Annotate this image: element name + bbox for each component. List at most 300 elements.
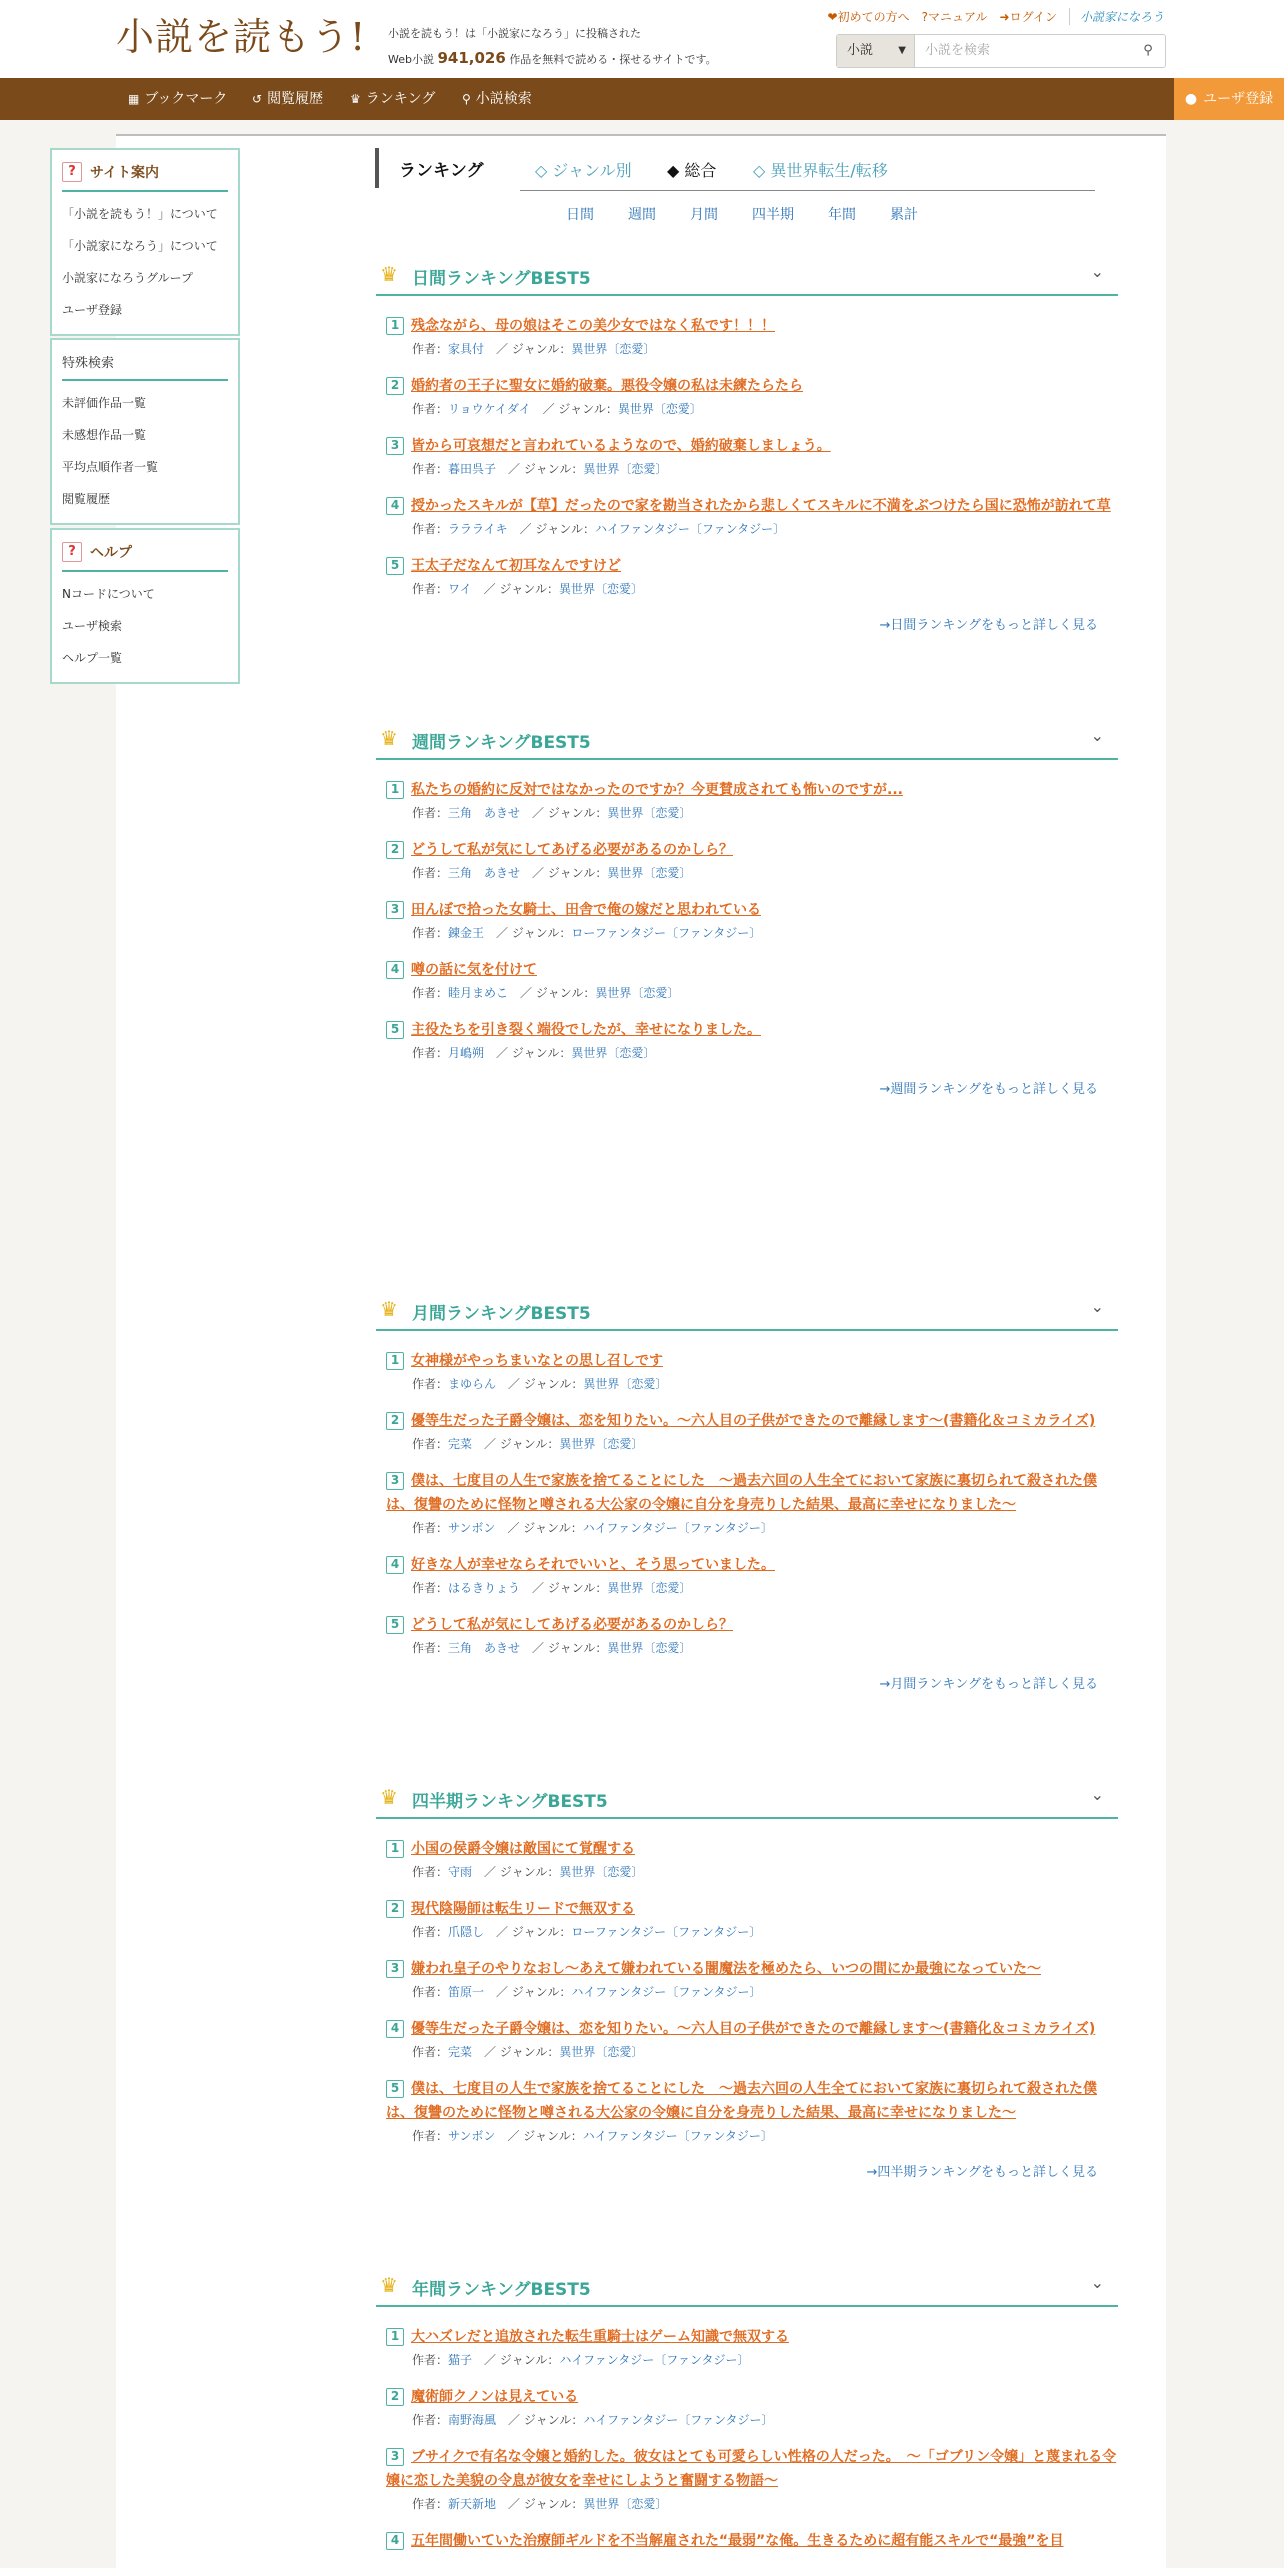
author-label: 作者： <box>412 1641 449 1655</box>
site-logo[interactable]: 小説を読もう! <box>116 15 367 59</box>
author-link[interactable]: はるきりょう <box>448 1581 521 1595</box>
chevron-down-icon[interactable]: ⌄ <box>1090 2273 1104 2292</box>
genre-link[interactable]: 異世界〔恋愛〕 <box>559 1437 644 1451</box>
author-link[interactable]: 月嶋朔 <box>448 1046 485 1060</box>
genre-label: ／ ジャンル： <box>508 1377 584 1391</box>
nav-bookmark[interactable]: ▦ ブックマーク <box>128 91 228 107</box>
chevron-down-icon[interactable]: ⌄ <box>1090 262 1104 281</box>
genre-link[interactable]: 異世界〔恋愛〕 <box>607 1641 692 1655</box>
novel-meta <box>386 1517 1118 1539</box>
rank-badge: 5 <box>386 2080 404 2098</box>
author-link[interactable]: 守雨 <box>448 1865 473 1879</box>
ranking-section <box>376 1287 1118 1692</box>
ranking-list <box>376 760 1118 1064</box>
genre-link[interactable]: 異世界〔恋愛〕 <box>571 1046 656 1060</box>
novel-title-link[interactable] <box>386 2385 1118 2409</box>
author-label: 作者： <box>412 866 449 880</box>
novel-count: 941,026 <box>437 49 506 67</box>
author-label: 作者： <box>412 1437 449 1451</box>
genre-label: ／ ジャンル： <box>532 806 608 820</box>
genre-link[interactable]: 異世界〔恋愛〕 <box>583 2497 668 2511</box>
author-link[interactable]: 三角 あきせ <box>448 1641 521 1655</box>
novel-title: 主役たちを引き裂く端役でしたが、幸せになりました。 <box>411 1022 761 1038</box>
ranking-item <box>376 1469 1118 1539</box>
genre-label: ／ ジャンル： <box>496 1925 572 1939</box>
section-header[interactable] <box>376 1287 1118 1331</box>
novel-title-link[interactable] <box>386 778 1118 802</box>
question-icon: ? <box>62 162 82 182</box>
author-link[interactable]: 完菜 <box>448 2045 473 2059</box>
genre-label: ／ ジャンル： <box>484 1865 560 1879</box>
rank-badge: 4 <box>386 2532 404 2550</box>
beginner-link[interactable]: ❤初めての方へ <box>827 10 910 24</box>
site-guide-box <box>50 148 240 336</box>
novel-title-link[interactable] <box>386 2077 1118 2125</box>
author-link[interactable]: 猫子 <box>448 2353 473 2367</box>
novel-meta <box>386 922 1118 944</box>
novel-meta <box>386 2041 1118 2063</box>
author-label: 作者： <box>412 522 449 536</box>
help-box <box>50 528 240 684</box>
genre-link[interactable]: 異世界〔恋愛〕 <box>617 402 702 416</box>
ranking-item <box>376 778 1118 824</box>
novel-title-link[interactable] <box>386 1018 1118 1042</box>
author-link[interactable]: 家具付 <box>448 342 485 356</box>
novel-title-link[interactable] <box>386 374 1118 398</box>
section-header[interactable] <box>376 2263 1118 2307</box>
novel-title-link[interactable] <box>386 898 1118 922</box>
rank-badge: 1 <box>386 781 404 799</box>
crown-icon: ♛ <box>380 1785 398 1809</box>
novel-title: 現代陰陽師は転生リードで無双する <box>411 1901 635 1917</box>
novel-meta <box>386 1042 1118 1064</box>
ranking-list <box>376 1819 1118 2147</box>
author-label: 作者： <box>412 986 449 1000</box>
author-label: 作者： <box>412 1985 449 1999</box>
ranking-tabs <box>375 148 1095 192</box>
crown-icon: ♛ <box>380 2273 398 2297</box>
period-link[interactable]: 週間 <box>628 207 656 223</box>
ranking-list <box>376 1331 1118 1659</box>
genre-link[interactable]: ハイファンタジー〔ファンタジー〕 <box>571 1985 762 1999</box>
novel-title-link[interactable] <box>386 1613 1118 1637</box>
novel-meta <box>386 2409 1118 2431</box>
section-title: 年間ランキングBEST5 <box>412 2280 591 2300</box>
novel-title-link[interactable] <box>386 1469 1118 1517</box>
section-title: 四半期ランキングBEST5 <box>412 1792 608 1812</box>
section-title: 月間ランキングBEST5 <box>412 1304 591 1324</box>
sidebar-item[interactable]: ヘルプ一覧 <box>62 651 123 665</box>
genre-link[interactable]: ローファンタジー〔ファンタジー〕 <box>571 926 762 940</box>
novel-meta <box>386 982 1118 1004</box>
novel-meta <box>386 1637 1118 1659</box>
novel-title: ブサイクで有名な令嬢と婚約した。彼女はとても可愛らしい性格の人だった。 ～「ゴブリン令嬢」と蔑まれる令嬢に恋した美貌の令息が彼女を幸せにしようと奮闘する物語～ <box>386 2449 1117 2489</box>
genre-link[interactable]: ハイファンタジー〔ファンタジー〕 <box>582 2129 773 2143</box>
novel-title-link[interactable] <box>386 2017 1118 2041</box>
author-label: 作者： <box>412 1581 449 1595</box>
novel-title: 好きな人が幸せならそれでいいと、そう思っていました。 <box>411 1557 775 1573</box>
novel-title: 小国の侯爵令嬢は敵国にて覚醒する <box>411 1841 635 1857</box>
desc-prefix: Web小説 <box>388 53 434 66</box>
novel-title-link[interactable] <box>386 494 1118 518</box>
rank-badge: 3 <box>386 2448 404 2466</box>
rank-badge: 1 <box>386 317 404 335</box>
genre-label: ／ ジャンル： <box>483 582 559 596</box>
novel-meta <box>386 1433 1118 1455</box>
search-icon: ⚲ <box>1143 43 1153 58</box>
author-link[interactable]: 笛原一 <box>448 1985 485 1999</box>
novel-title-link[interactable] <box>386 838 1118 862</box>
ranking-item <box>376 314 1118 360</box>
bookmark-icon: ▦ <box>128 92 140 106</box>
period-link[interactable]: 日間 <box>566 207 594 223</box>
novel-title-link[interactable] <box>386 1553 1118 1577</box>
rank-badge: 5 <box>386 1021 404 1039</box>
crown-icon: ♛ <box>350 92 361 106</box>
author-link[interactable]: 睦月まめこ <box>448 986 509 1000</box>
novel-meta <box>386 1577 1118 1599</box>
ranking-item <box>376 898 1118 944</box>
novel-title-link[interactable] <box>386 958 1118 982</box>
author-label: 作者： <box>412 1377 449 1391</box>
genre-link[interactable]: ハイファンタジー〔ファンタジー〕 <box>594 522 786 536</box>
tab-underline <box>520 190 1095 191</box>
genre-link[interactable]: ハイファンタジー〔ファンタジー〕 <box>559 2353 750 2367</box>
period-link[interactable]: 年間 <box>828 207 856 223</box>
author-label: 作者： <box>412 462 449 476</box>
rank-badge: 5 <box>386 1616 404 1634</box>
sidebar-item[interactable]: 「小説を読もう！」について <box>62 207 218 221</box>
author-label: 作者： <box>412 926 449 940</box>
section-header[interactable] <box>376 1775 1118 1819</box>
genre-link[interactable]: 異世界〔恋愛〕 <box>583 462 668 476</box>
novel-meta <box>386 2349 1118 2371</box>
desc-line2 <box>388 46 717 72</box>
novel-title-link[interactable] <box>386 1349 1118 1373</box>
genre-link[interactable]: ローファンタジー〔ファンタジー〕 <box>571 1925 762 1939</box>
author-link[interactable]: 新天新地 <box>448 2497 497 2511</box>
rank-badge: 3 <box>386 1960 404 1978</box>
history-icon: ↺ <box>252 92 263 106</box>
author-label: 作者： <box>412 2413 449 2427</box>
genre-link[interactable]: 異世界〔恋愛〕 <box>571 342 656 356</box>
author-label: 作者： <box>412 2129 449 2143</box>
novel-title: 魔術師クノンは見えている <box>411 2389 579 2405</box>
author-link[interactable]: 南野海風 <box>448 2413 497 2427</box>
rank-badge: 5 <box>386 557 404 575</box>
author-link[interactable]: リョウケイダイ <box>448 402 531 416</box>
period-link[interactable]: 月間 <box>690 207 718 223</box>
rank-badge: 1 <box>386 1352 404 1370</box>
sidebar-item[interactable]: Nコードについて <box>62 587 155 601</box>
search-input[interactable]: 小説を検索 <box>925 43 991 58</box>
help-title: ? ヘルプ <box>62 538 228 572</box>
genre-link[interactable]: 異世界〔恋愛〕 <box>558 582 643 596</box>
novel-title: 婚約者の王子に聖女に婚約破棄。悪役令嬢の私は未練たらたら <box>411 378 803 394</box>
desc-suffix: 作品を無料で読める・探せるサイトです。 <box>509 53 717 66</box>
more-link[interactable]: →日間ランキングをもっと詳しく見る <box>879 618 1098 633</box>
genre-label: ／ ジャンル： <box>508 2413 584 2427</box>
author-label: 作者： <box>412 1925 449 1939</box>
ranking-item <box>376 1957 1118 2003</box>
author-label: 作者： <box>412 1865 449 1879</box>
rank-badge: 4 <box>386 2020 404 2038</box>
author-label: 作者： <box>412 1046 449 1060</box>
author-link[interactable]: ララライキ <box>448 522 508 536</box>
login-link[interactable]: ➜ログイン <box>999 10 1057 24</box>
header-links <box>828 8 1164 25</box>
novel-title: 優等生だった子爵令嬢は、恋を知りたい。～六人目の子供ができたので離縁します～(書籍化＆コミカライズ) <box>411 1413 1096 1429</box>
genre-link[interactable]: 異世界〔恋愛〕 <box>595 986 680 1000</box>
narou-brand-link[interactable]: 小説家になろう <box>1069 8 1164 25</box>
author-link[interactable]: 暮田呉子 <box>448 462 497 476</box>
novel-title-link[interactable] <box>386 314 1118 338</box>
author-link[interactable]: ワイ <box>448 582 472 596</box>
rank-badge: 3 <box>386 1472 404 1490</box>
novel-title: 残念ながら、母の娘はそこの美少女ではなく私です！！！ <box>411 318 775 334</box>
sidebar-item[interactable]: 小説家になろうグループ <box>62 271 194 285</box>
ranking-section <box>376 716 1118 1097</box>
login-icon: ➜ <box>999 10 1010 24</box>
chevron-down-icon[interactable]: ⌄ <box>1090 1785 1104 1804</box>
sidebar-item[interactable]: ユーザ検索 <box>62 619 123 633</box>
novel-title-link[interactable] <box>386 2445 1118 2493</box>
genre-label: ／ ジャンル： <box>507 2129 583 2143</box>
genre-label: ／ ジャンル： <box>508 462 584 476</box>
novel-meta <box>386 518 1118 540</box>
novel-meta <box>386 398 1118 420</box>
sidebar-item[interactable]: ユーザ登録 <box>62 303 123 317</box>
author-link[interactable]: 三角 あきせ <box>448 806 521 820</box>
ranking-item <box>376 2017 1118 2063</box>
search-button[interactable] <box>1131 35 1165 67</box>
novel-title: どうして私が気にしてあげる必要があるのかしら？ <box>411 842 733 858</box>
novel-title: 僕は、七度目の人生で家族を捨てることにした ～過去六回の人生全てにおいて家族に裏切られて殺された僕は、復讐のために怪物と噂される大公家の令嬢に自分を身売りした結果、最高に幸せになりました～ <box>386 2081 1097 2121</box>
title-bar <box>375 148 379 188</box>
more-link[interactable]: →月間ランキングをもっと詳しく見る <box>879 1677 1098 1692</box>
novel-meta <box>386 1373 1118 1395</box>
novel-title-link[interactable] <box>386 1409 1118 1433</box>
genre-link[interactable]: 異世界〔恋愛〕 <box>607 866 692 880</box>
genre-label: ／ ジャンル： <box>532 1581 608 1595</box>
tab-genre[interactable]: ◇ ジャンル別 <box>535 161 632 180</box>
register-button[interactable]: ● ユーザ登録 <box>1174 78 1284 120</box>
main-nav <box>0 78 1284 120</box>
more-link[interactable]: →四半期ランキングをもっと詳しく見る <box>866 2165 1098 2180</box>
special-search-box <box>50 338 240 525</box>
nav-search[interactable]: ⚲ 小説検索 <box>462 91 532 107</box>
genre-label: ／ ジャンル： <box>496 1046 572 1060</box>
author-label: 作者： <box>412 582 449 596</box>
novel-title-link[interactable] <box>386 434 1118 458</box>
novel-title: 私たちの婚約に反対ではなかったのですか？今更賛成されても怖いのですが... <box>411 782 903 798</box>
ranking-item <box>376 2529 1118 2553</box>
nav-ranking[interactable]: ♛ ランキング <box>350 91 436 107</box>
novel-title-link[interactable] <box>386 2325 1118 2349</box>
genre-label: ／ ジャンル： <box>496 342 572 356</box>
sidebar-item[interactable]: 閲覧履歴 <box>62 492 111 506</box>
sidebar-item[interactable]: 「小説家になろう」について <box>62 239 218 253</box>
rank-badge: 1 <box>386 2328 404 2346</box>
rank-badge: 2 <box>386 1412 404 1430</box>
genre-label: ／ ジャンル： <box>520 986 596 1000</box>
ranking-item <box>376 554 1118 600</box>
ranking-item <box>376 2385 1118 2431</box>
author-label: 作者： <box>412 2497 449 2511</box>
genre-label: ／ ジャンル： <box>507 1521 583 1535</box>
novel-meta <box>386 2125 1118 2147</box>
period-link[interactable]: 四半期 <box>752 207 794 223</box>
genre-link[interactable]: 異世界〔恋愛〕 <box>559 2045 644 2059</box>
search-type-select[interactable]: 小説 ▼ <box>837 35 915 67</box>
ranking-item <box>376 2077 1118 2147</box>
novel-title: 皆から可哀想だと言われているようなので、婚約破棄しましょう。 <box>411 438 831 454</box>
period-link[interactable]: 累計 <box>890 207 918 223</box>
ranking-item <box>376 2325 1118 2371</box>
novel-title: 大ハズレだと追放された転生重騎士はゲーム知識で無双する <box>411 2329 789 2345</box>
author-link[interactable]: 完菜 <box>448 1437 473 1451</box>
site-header <box>0 0 1284 78</box>
author-label: 作者： <box>412 2353 449 2367</box>
sidebar-item[interactable]: 未評価作品一覧 <box>62 396 147 410</box>
novel-meta <box>386 1921 1118 1943</box>
special-search-title: 特殊検索 <box>62 348 228 381</box>
chevron-down-icon[interactable]: ⌄ <box>1090 726 1104 745</box>
ranking-section <box>376 2263 1118 2567</box>
genre-label: ／ ジャンル： <box>484 1437 560 1451</box>
genre-link[interactable]: ハイファンタジー〔ファンタジー〕 <box>583 2413 774 2427</box>
user-icon: ● <box>1184 91 1198 107</box>
chevron-down-icon: ▼ <box>898 45 906 56</box>
ranking-item <box>376 1553 1118 1599</box>
author-label: 作者： <box>412 342 449 356</box>
genre-label: ／ ジャンル： <box>519 522 595 536</box>
novel-title: 優等生だった子爵令嬢は、恋を知りたい。～六人目の子供ができたので離縁します～(書籍化＆コミカライズ) <box>411 2021 1096 2037</box>
author-label: 作者： <box>412 1521 449 1535</box>
chevron-down-icon[interactable]: ⌄ <box>1090 1297 1104 1316</box>
ranking-item <box>376 374 1118 420</box>
ranking-item <box>376 1409 1118 1455</box>
novel-title: 僕は、七度目の人生で家族を捨てることにした ～過去六回の人生全てにおいて家族に裏切られて殺された僕は、復讐のために怪物と噂される大公家の令嬢に自分を身売りした結果、最高に幸せになりました～ <box>386 1473 1097 1513</box>
author-link[interactable]: 三角 あきせ <box>448 866 521 880</box>
site-guide-title: ? サイト案内 <box>62 158 228 192</box>
genre-link[interactable]: 異世界〔恋愛〕 <box>607 806 692 820</box>
novel-title: 五年間働いていた治療師ギルドを不当解雇された“最弱”な俺。生きるために超有能スキルで“最強”を目 <box>411 2533 1064 2549</box>
genre-link[interactable]: ハイファンタジー〔ファンタジー〕 <box>582 1521 773 1535</box>
desc-line1: 小説を読もう！は「小説家になろう」に投稿された <box>388 27 641 40</box>
question-icon: ? <box>921 10 928 24</box>
section-header[interactable] <box>376 716 1118 760</box>
novel-title-link[interactable] <box>386 554 1118 578</box>
site-description <box>388 22 717 72</box>
novel-title: 田んぼで拾った女騎士、田舎で俺の嫁だと思われている <box>411 902 761 918</box>
genre-label: ／ ジャンル： <box>496 926 572 940</box>
ranking-section <box>376 1775 1118 2180</box>
author-link[interactable]: 爪隠し <box>448 1925 485 1939</box>
novel-title-link[interactable] <box>386 1957 1118 1981</box>
sidebar-item[interactable]: 未感想作品一覧 <box>62 428 147 442</box>
genre-label: ／ ジャンル： <box>484 2353 560 2367</box>
ranking-section <box>376 252 1118 633</box>
rank-badge: 3 <box>386 901 404 919</box>
author-label: 作者： <box>412 2045 449 2059</box>
author-label: 作者： <box>412 402 449 416</box>
ranking-item <box>376 1613 1118 1659</box>
search-bar <box>836 34 1166 68</box>
section-header[interactable] <box>376 252 1118 296</box>
rank-badge: 2 <box>386 2388 404 2406</box>
tab-overall[interactable]: ◆ 総合 <box>667 161 717 180</box>
novel-title-link[interactable] <box>386 2529 1118 2553</box>
rank-badge: 4 <box>386 961 404 979</box>
ranking-item <box>376 958 1118 1004</box>
novel-meta <box>386 578 1118 600</box>
novel-meta <box>386 1981 1118 2003</box>
novel-meta <box>386 458 1118 480</box>
author-link[interactable]: サンボン <box>448 2129 496 2143</box>
search-icon: ⚲ <box>462 92 471 106</box>
author-link[interactable]: まゆらん <box>448 1377 497 1391</box>
author-link[interactable]: 錬金王 <box>448 926 485 940</box>
manual-link[interactable]: ?マニュアル <box>921 10 988 24</box>
genre-label: ／ ジャンル： <box>532 866 608 880</box>
nav-history[interactable]: ↺ 閲覧履歴 <box>252 91 324 107</box>
crown-icon: ♛ <box>380 726 398 750</box>
genre-label: ／ ジャンル： <box>532 1641 608 1655</box>
novel-title: 王太子だなんて初耳なんですけど <box>411 558 621 574</box>
beginner-icon: ❤ <box>827 10 838 24</box>
rank-badge: 4 <box>386 497 404 515</box>
rank-badge: 1 <box>386 1840 404 1858</box>
genre-label: ／ ジャンル： <box>484 2045 560 2059</box>
more-link[interactable]: →週間ランキングをもっと詳しく見る <box>879 1082 1098 1097</box>
novel-title: 授かったスキルが【草】だったので家を勘当されたから悲しくてスキルに不満をぶつけたら国に恐怖が訪れて草 <box>411 498 1111 514</box>
ranking-item <box>376 494 1118 540</box>
question-icon: ? <box>62 542 82 562</box>
page-title: ランキング <box>399 161 484 181</box>
ranking-list <box>376 2307 1118 2553</box>
genre-link[interactable]: 異世界〔恋愛〕 <box>607 1581 692 1595</box>
rank-badge: 3 <box>386 437 404 455</box>
ranking-item <box>376 1349 1118 1395</box>
tab-isekai[interactable]: ◇ 異世界転生/転移 <box>753 161 888 180</box>
novel-meta <box>386 338 1118 360</box>
author-link[interactable]: サンボン <box>448 1521 496 1535</box>
rank-badge: 2 <box>386 1900 404 1918</box>
genre-label: ／ ジャンル： <box>508 2497 584 2511</box>
ranking-item <box>376 434 1118 480</box>
rank-badge: 2 <box>386 377 404 395</box>
ranking-item <box>376 1018 1118 1064</box>
novel-title: 噂の話に気を付けて <box>411 962 537 978</box>
novel-meta <box>386 862 1118 884</box>
genre-link[interactable]: 異世界〔恋愛〕 <box>559 1865 644 1879</box>
genre-link[interactable]: 異世界〔恋愛〕 <box>583 1377 668 1391</box>
novel-title: 嫌われ皇子のやりなおし～あえて嫌われている闇魔法を極めたら、いつの間にか最強になっていた～ <box>411 1961 1041 1977</box>
novel-title-link[interactable] <box>386 1897 1118 1921</box>
novel-title-link[interactable] <box>386 1837 1118 1861</box>
rank-badge: 4 <box>386 1556 404 1574</box>
author-label: 作者： <box>412 806 449 820</box>
ranking-item <box>376 2445 1118 2515</box>
section-title: 日間ランキングBEST5 <box>412 269 591 289</box>
novel-meta <box>386 2493 1118 2515</box>
sidebar-item[interactable]: 平均点順作者一覧 <box>62 460 159 474</box>
novel-title: どうして私が気にしてあげる必要があるのかしら？ <box>411 1617 733 1633</box>
novel-title: 女神様がやっちまいなとの思し召しです <box>411 1353 663 1369</box>
crown-icon: ♛ <box>380 262 398 286</box>
novel-meta <box>386 802 1118 824</box>
